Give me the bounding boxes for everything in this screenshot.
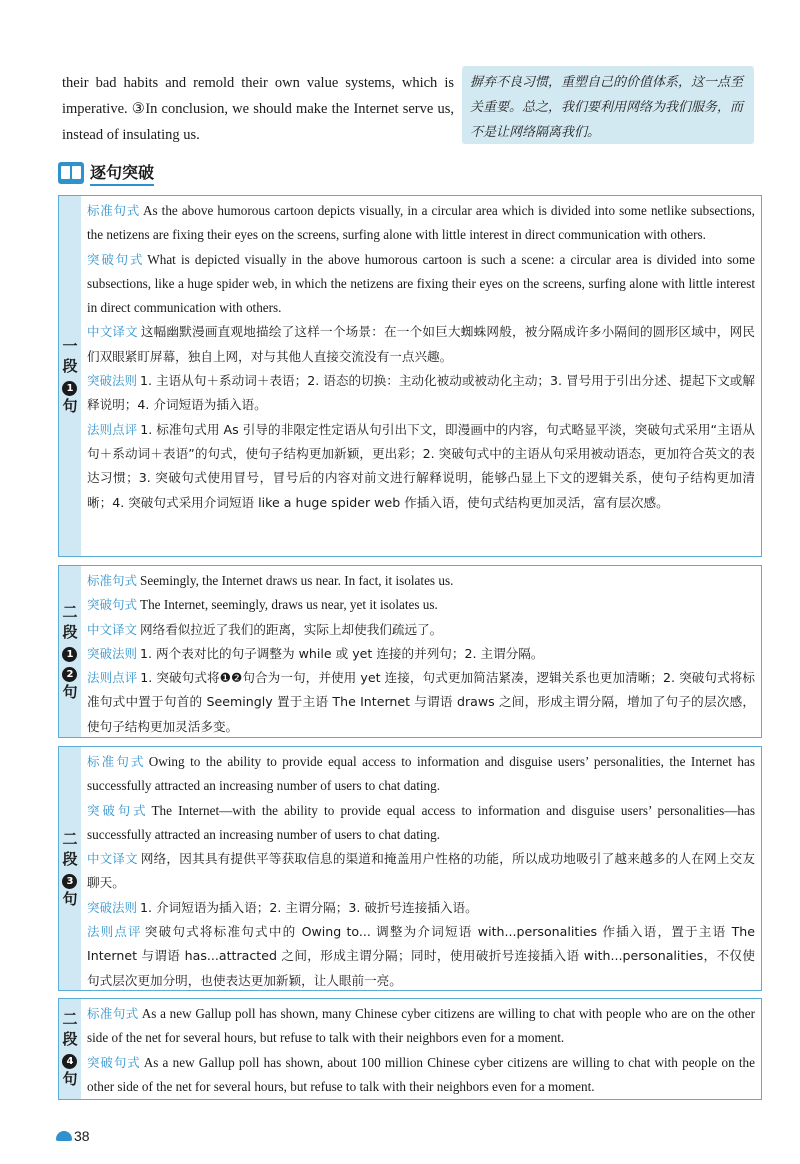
standard-text: Owing to the ability to provide equal access to information and disguise users’ personalities, the Internet has successfully attracted an increasing number of users to chat dating. [87,754,755,794]
tab-paragraph-char: 二 [62,1010,78,1028]
label-rules: 突破法则 [87,373,138,389]
standard-text: Seemingly, the Internet draws us near. In fact, it isolates us. [140,573,454,588]
label-translation: 中文译文 [87,851,138,867]
label-comment: 法则点评 [87,670,138,686]
block-content [87,569,755,739]
block-tab [59,566,81,737]
label-standard: 标准句式 [87,1006,139,1021]
translation-line [87,320,755,369]
standard-sentence [87,199,755,248]
section-header [58,160,168,186]
label-rules: 突破法则 [87,899,138,915]
block-tab [59,196,81,556]
label-breakthrough: 突破句式 [87,802,149,818]
translation-text: 网络，因其具有提供平等获取信息的渠道和掩盖用户性格的功能，所以成功地吸引了越来越多的人在网上交友聊天。 [87,851,755,891]
tab-paragraph-char: 二 [62,602,78,621]
block-content [87,750,755,993]
tab-duan-char: 段 [62,1030,78,1048]
breakthrough-sentence [87,593,755,617]
breakthrough-sentence [87,1051,755,1100]
rules-line [87,642,755,666]
rules-text: 1. 主语从句＋系动词＋表语；2. 语态的切换：主动化被动或被动化主动；3. 冒号用于引出分述、提起下文或解释说明；4. 介词短语为插入语。 [87,373,755,413]
sentence-block-3 [58,746,762,991]
tab-duan-char: 段 [62,357,78,375]
tab-ju-char: 句 [62,1070,78,1088]
section-title: 逐句突破 [90,160,154,186]
tab-sentence-number: 4 [62,1054,77,1069]
rules-line [87,369,755,418]
tab-duan-char: 段 [62,622,78,641]
label-translation: 中文译文 [87,621,138,637]
sentence-block-4 [58,998,762,1100]
standard-sentence [87,750,755,799]
block-tab [59,999,81,1099]
standard-sentence [87,1002,755,1051]
tab-duan-char: 段 [62,849,78,868]
tab-paragraph-char: 二 [62,829,78,848]
intro-chinese-note: 摒弃不良习惯，重塑自己的价值体系，这一点至关重要。总之，我们要利用网络为我们服务，而不是让网络隔离我们。 [462,66,754,144]
comment-text: 1. 突破句式将❶❷句合为一句，并使用 yet 连接，句式更加简洁紧凑，逻辑关系也更加清晰；2. 突破句式将标准句式中置于句首的 Seemingly 置于主语 The Internet 与谓语 draws 之间，形成主谓分隔，增加了句子的层次感，使句子结构更加灵活多变。 [87,670,755,734]
breakthrough-sentence [87,248,755,321]
page-number [56,1128,90,1144]
tab-sentence-number: 1 [62,381,77,396]
breakthrough-text: As a new Gallup poll has shown, about 100 million Chinese cyber citizens are willing to chat with people on the other side of the net for several hours, but refuse to talk with their neighbors even for a moment. [87,1054,755,1094]
translation-text: 这幅幽默漫画直观地描绘了这样一个场景：在一个如巨大蜘蛛网般，被分隔成许多小隔间的圆形区域中，网民们双眼紧盯屏幕，独自上网，对与其他人直接交流没有一点兴趣。 [87,324,755,364]
tab-sentence-number: 3 [62,874,77,889]
page-marker-icon [56,1131,72,1141]
tab-sentence-number: 1 [62,647,77,662]
breakthrough-text: What is depicted visually in the above humorous cartoon is such a scene: a circular area is divided into some subsections, like a huge spider web, in which the netizens are fixing their eyes on the screens, surfing alone with little interest in direct communication with others. [87,251,755,316]
page-number-text: 38 [74,1128,90,1144]
breakthrough-text: The Internet—with the ability to provide equal access to information and disguise users’ personalities—has successfully attracted an increasing number of users to chat dating. [87,802,755,842]
translation-line [87,847,755,896]
standard-text: As the above humorous cartoon depicts visually, in a circular area which is divided into some netlike subsections, the netizens are fixing their eyes on the screens, surfing alone with little interest in direct communication with others. [87,203,755,243]
label-standard: 标准句式 [87,203,140,218]
intro-english-paragraph: their bad habits and remold their own value systems, which is imperative. ③In conclusion, we should make the Internet serve us, instead of insulating us. [62,75,454,143]
sentence-block-2 [58,565,762,738]
label-comment: 法则点评 [87,421,138,437]
tab-ju-char: 句 [62,397,78,415]
book-icon [58,162,84,184]
label-breakthrough: 突破句式 [87,597,138,613]
rules-text: 1. 两个表对比的句子调整为 while 或 yet 连接的并列句；2. 主谓分隔。 [140,645,544,661]
block-content [87,199,755,515]
label-comment: 法则点评 [87,924,142,940]
label-breakthrough: 突破句式 [87,1054,141,1070]
label-translation: 中文译文 [87,324,138,340]
tab-paragraph-char: 一 [62,337,78,355]
breakthrough-text: The Internet, seemingly, draws us near, yet it isolates us. [140,597,438,613]
label-standard: 标准句式 [87,573,138,588]
translation-text: 网络看似拉近了我们的距离，实际上却使我们疏远了。 [140,621,443,637]
rules-text: 1. 介词短语为插入语；2. 主谓分隔；3. 破折号连接插入语。 [140,899,478,915]
label-standard: 标准句式 [87,754,146,769]
standard-sentence [87,569,755,593]
label-rules: 突破法则 [87,645,138,661]
tab-ju-char: 句 [62,682,78,701]
standard-text: As a new Gallup poll has shown, many Chinese cyber citizens are willing to chat with people who are on the other side of the net for several hours, but refuse to talk with their neighbors even for a moment. [87,1006,755,1046]
block-content [87,1002,755,1099]
block-tab [59,747,81,990]
translation-line [87,618,755,642]
comment-line [87,418,755,515]
comment-text: 突破句式将标准句式中的 Owing to... 调整为介词短语 with...personalities 作插入语，置于主语 The Internet 与谓语 has...attracted 之间，形成主谓分隔；同时，使用破折号连接插入语 with...personalities，不仅使句式层次更加分明，也使表达更加新颖，让人眼前一亮。 [87,924,755,988]
comment-line [87,666,755,739]
tab-ju-char: 句 [62,889,78,908]
comment-line [87,920,755,993]
rules-line [87,896,755,920]
label-breakthrough: 突破句式 [87,251,145,267]
sentence-block-1 [58,195,762,557]
comment-text: 1. 标准句式用 As 引导的非限定性定语从句引出下文，即漫画中的内容，句式略显平淡，突破句式采用“主语从句＋系动词＋表语”的句式，使句子结构更加新颖，更出彩；2. 突破句式中的主语从句采用被动语态，更加符合英文的表达习惯；3. 突破句式使用冒号，冒号后的内容对前文进行解释说明，能够凸显上下文的逻辑关系，使句子结构更加清晰；4. 突破句式采用介词短语 like a huge spider web 作插入语，使句式结构更加灵活，富有层次感。 [87,421,755,510]
breakthrough-sentence [87,799,755,848]
tab-sentence-number-2: 2 [62,667,77,682]
